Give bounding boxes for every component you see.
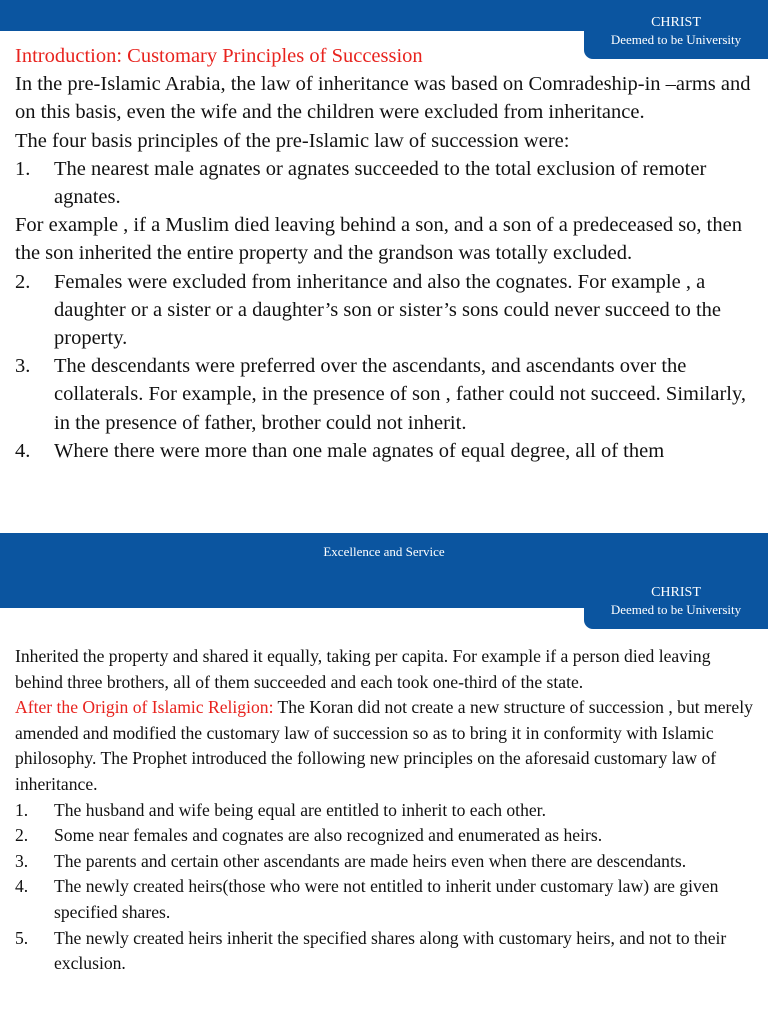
list-item (15, 155, 760, 211)
footer-tagline: Excellence and Service (323, 544, 445, 559)
brand-name: CHRIST (651, 15, 701, 30)
paragraph: For example , if a Muslim died leaving behind a son, and a son of a predeceased so, then the son inherited the entire property and the grandson was totally excluded. (15, 214, 742, 265)
list-item (15, 437, 760, 465)
list-item (15, 926, 760, 977)
paragraph: In the pre-Islamic Arabia, the law of inheritance was based on Comradeship-in –arms and on this basis, even the wife and the children were excluded from inheritance. (15, 73, 751, 124)
list-text: Some near females and cognates are also recognized and enumerated as heirs. (54, 825, 603, 846)
list-number: 2. (15, 825, 29, 846)
list-text: The parents and certain other ascendants are made heirs even when there are descendants. (54, 850, 687, 871)
list-item (15, 874, 760, 925)
list-number: 5. (15, 927, 29, 948)
brand-tagline: Deemed to be University (610, 602, 742, 617)
list-text: Where there were more than one male agnates of equal degree, all of them (54, 439, 665, 462)
list-text: The newly created heirs inherit the specified shares along with customary heirs, and not to their exclusion. (54, 927, 727, 974)
list-number: 3. (15, 850, 29, 871)
list-item (15, 823, 760, 849)
list-text: The descendants were preferred over the ascendants, and ascendants over the collaterals. For example, in the presence of son , father could not succeed. Similarly, in the presence of father, brother could not inherit. (54, 355, 747, 434)
brand-badge (584, 582, 768, 629)
list-number: 3. (15, 355, 31, 378)
list-text: The nearest male agnates or agnates succeeded to the total exclusion of remoter agnates. (54, 157, 707, 209)
list-item (15, 798, 760, 824)
slide-2-content (15, 644, 760, 977)
list-number: 2. (15, 270, 31, 293)
list-number: 4. (15, 439, 31, 462)
list-number: 1. (15, 157, 31, 180)
list-item (15, 352, 760, 437)
paragraph (15, 695, 760, 797)
paragraph-text: The Koran did not create a new structure of succession , but merely amended and modified the customary law of succession so as to bring it in conformity with Islamic philosophy. The Prophet introduced the following new principles on the aforesaid customary law of inheritance. (15, 697, 753, 794)
brand-name: CHRIST (651, 585, 701, 600)
list-text: The husband and wife being equal are entitled to inherit to each other. (54, 799, 546, 820)
slide-1-heading: Introduction: Customary Principles of Succession (15, 45, 423, 67)
list-number: 1. (15, 799, 29, 820)
paragraph: The four basis principles of the pre-Islamic law of succession were: (15, 129, 570, 152)
list-item (15, 268, 760, 353)
list-text: The newly created heirs(those who were not entitled to inherit under customary law) are given specified shares. (54, 876, 719, 922)
brand-tagline: Deemed to be University (610, 32, 742, 47)
section-heading: After the Origin of Islamic Religion: (15, 697, 274, 718)
slide-1-content (15, 42, 760, 465)
paragraph: Inherited the property and shared it equally, taking per capita. For example if a person died leaving behind three brothers, all of them succeeded and each took one-third of the state. (15, 646, 711, 692)
list-text: Females were excluded from inheritance and also the cognates. For example , a daughter or a sister or a daughter’s son or sister’s sons could never succeed to the property. (54, 270, 722, 350)
list-number: 4. (15, 876, 29, 897)
list-item (15, 849, 760, 875)
